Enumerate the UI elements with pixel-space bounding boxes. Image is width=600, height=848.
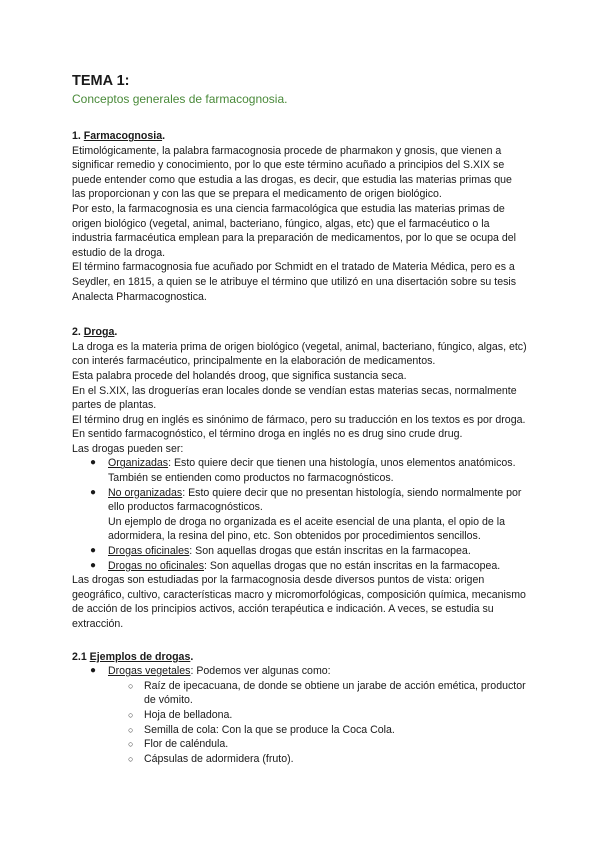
- list-item-extra: Un ejemplo de droga no organizada es el aceite esencial de una planta, el opio de la adormidera, la resina del pino, etc. Son obtenidos por procedimientos sencillos.: [108, 515, 505, 543]
- bullet-icon: ●: [90, 559, 97, 571]
- bullet-icon: ●: [90, 665, 97, 677]
- list-item: ● Organizadas: Esto quiere decir que tienen una histología, unos elementos anatómicos. También se entienden como productos no farmacognósticos.: [90, 457, 516, 485]
- circle-bullet-icon: ○: [128, 739, 134, 750]
- bullet-icon: ●: [90, 486, 97, 498]
- circle-bullet-icon: ○: [128, 709, 134, 720]
- section-2-heading: 2. Droga.: [72, 326, 118, 339]
- examples-list: [72, 664, 528, 766]
- sub-list-item: ○ Raíz de ipecacuana, de donde se obtiene un jarabe de acción emética, productor de vómito.: [128, 679, 526, 707]
- section-2-paragraph: Esta palabra procede del holandés droog, que significa sustancia seca.: [72, 369, 407, 382]
- section-1-heading: 1. Farmacognosia.: [72, 130, 166, 142]
- sub-list-item: ○ Hoja de belladona.: [128, 708, 233, 721]
- section-1-paragraph: Por esto, la farmacognosia es una ciencia farmacológica que estudia las materias primas de origen biológico (vegetal, animal, bacteriano, fúngico, algas, etc) que el farmacéutico o la industria farmacéutica emplean para la preparación de medicamentos, por lo que se ocupa del estudio de la droga.: [72, 202, 517, 259]
- page-subtitle: Conceptos generales de farmacognosia.: [72, 92, 288, 106]
- circle-bullet-icon: ○: [128, 680, 134, 691]
- bullet-icon: ●: [90, 545, 97, 557]
- circle-bullet-icon: ○: [128, 753, 134, 764]
- section-2-paragraph: El término drug en inglés es sinónimo de fármaco, pero su traducción en los textos es por droga. En sentido farmacognóstico, el término droga en inglés no es drug sino crude drug.: [72, 413, 526, 441]
- section-2-paragraph: En el S.XIX, las droguerías eran locales donde se vendían estas materias secas, normalmente partes de plantas.: [72, 384, 517, 412]
- bullet-icon: ●: [90, 457, 97, 469]
- sub-list-item: ○ Flor de caléndula.: [128, 738, 229, 751]
- section-1-paragraph: El término farmacognosia fue acuñado por Schmidt en el tratado de Materia Médica, pero es a Seydler, en 1815, a quien se le atribuye el término que utilizó en una disertación sobre su tesis Analecta Pharmacognostica.: [72, 261, 517, 303]
- list-item: ● Drogas no oficinales: Son aquellas drogas que no están inscritas en la farmacopea.: [90, 559, 501, 572]
- circle-bullet-icon: ○: [128, 724, 134, 735]
- section-2-paragraph: Las drogas pueden ser:: [72, 442, 184, 455]
- page-title: TEMA 1:: [72, 73, 130, 89]
- sub-list-item: ○ Cápsulas de adormidera (fruto).: [128, 752, 294, 765]
- drug-types-list: [72, 456, 528, 573]
- section-2-paragraph: La droga es la materia prima de origen biológico (vegetal, animal, bacteriano, fúngico, algas, etc) con interés farmacéutico, principalmente en la elaboración de medicamentos.: [72, 340, 527, 368]
- section-2-1-heading: 2.1 Ejemplos de drogas.: [72, 650, 194, 663]
- section-1-paragraph: Etimológicamente, la palabra farmacognosia procede de pharmakon y gnosis, que vienen a significar remedio y conocimiento, por lo que este término acuñado a principios del S.XIX se puede entender como que estudia a las drogas, es decir, que estudia las materias primas que las proporcionan y con las que se prepara el medicamento de origen biológico.: [72, 144, 512, 201]
- list-item: ● No organizadas: Esto quiere decir que no presentan histología, siendo normalmente por ello productos farmacognósticos. Un ejemplo de droga no organizada es el aceite esencial de una planta, el opio de la adormidera, la resina del pino, etc. Son obtenidos por procedimientos sencillos.: [72, 486, 528, 544]
- sub-list-item: ○ Semilla de cola: Con la que se produce la Coca Cola.: [128, 723, 395, 736]
- section-2-closing: Las drogas son estudiadas por la farmacognosia desde diversos puntos de vista: origen geográfico, cultivo, características macro y micromorfológicas, composición química, mecanismo de acción de los principios activos, acción terapéutica e indicación. A veces, se estudia su extracción.: [72, 574, 526, 630]
- list-item: ● Drogas oficinales: Son aquellas drogas que están inscritas en la farmacopea.: [90, 545, 471, 558]
- list-item: ● Drogas vegetales: Podemos ver algunas como:: [90, 665, 331, 678]
